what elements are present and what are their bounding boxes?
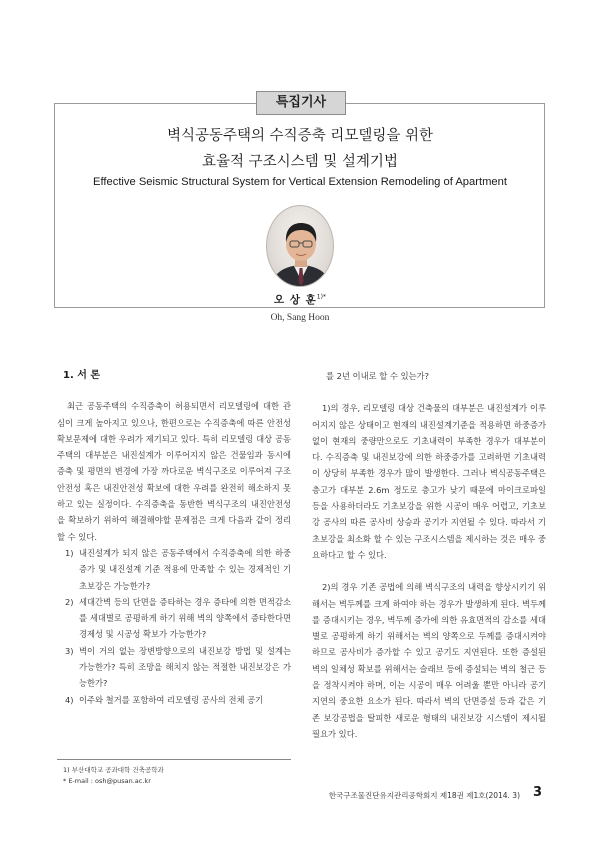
footnote-email: * E-mail : osh@pusan.ac.kr [63, 777, 151, 785]
author-name-english: Oh, Sang Hoon [270, 313, 330, 323]
page-number: 3 [533, 785, 543, 800]
intro-paragraph: 최근 공동주택의 수직증축이 허용되면서 리모델링에 대한 관심이 크게 높아지고 있으나, 한편으로는 수직증축에 따른 안전성 확보문제에 대한 우려가 제기되고 있다. 특히 리모델링 대상 공동주택의 대부분은 내진설계가 이루어지지 않은 건물임과 동시에 증축 및 평면의 변경에 가장 까다로운 벽식구조로 이루어져 구조안전성 혹은 내진안전성 확보에 대한 우려를 완전히 해소하지 못하고 있는 실정이다. 수직증축을 동반한 벽식구조의 내진안전성을 확보하기 위하여 해결해야할 문제점은 크게 다음과 같이 정리할 수 있다. [57, 401, 291, 542]
right-column [312, 368, 546, 742]
author-name-text: 오 상 훈 [274, 294, 317, 306]
list-item: 4) 이주와 철거를 포함하여 리모델링 공사의 전체 공기 [65, 694, 264, 705]
list-item: 3) 벽이 거의 없는 장변방향으로의 내진보강 방법 및 설계는 가능한가? 특히 조망을 해치지 않는 적절한 내진보강은 가능한가? [65, 645, 291, 689]
left-column [57, 368, 291, 708]
category-label: 특집기사 [256, 91, 346, 115]
list-item: 2) 세대간벽 등의 단면을 증타하는 경우 증타에 의한 면적감소를 세대별로 공평하게 하기 위해 벽의 양쪽에서 증타한다면 경제성 및 시공성 확보가 가능한가? [65, 596, 291, 640]
paragraph-2: 2)의 경우 기존 공법에 의해 벽식구조의 내력을 향상시키기 위해서는 벽두께를 크게 하여야 하는 경우가 발생하게 된다. 벽두께를 증대시키는 경우, 벽두께 증가에 의한 유효면적의 감소를 세대별로 공평하게 하기 위해서는 벽의 양쪽으로 두께를 증대시켜야 하므로 공사비가 증가할 수 있고 공기도 지연된다. 또한 증설된 벽의 일체성 확보를 위해서는 슬래브 등에 증설되는 벽의 철근 등을 정착시켜야 하며, 이는 시공이 매우 어려울 뿐만 아니라 공기지연의 중요한 요소가 된다. 따라서 벽의 단면증설 등과 같은 기존 보강공법을 탈피한 새로운 형태의 내진보강 시스템이 제시될 필요가 있다. [312, 582, 546, 739]
title-korean-line-2: 효율적 구조시스템 및 설계기법 [202, 154, 398, 170]
title-korean-line-1: 벽식공동주택의 수직증축 리모델링을 위한 [167, 128, 433, 144]
list-item: 1) 내진설계가 되지 않은 공동주택에서 수직증축에 의한 하중증가 및 내진설계 기준 적용에 만족할 수 있는 경제적인 기초보강은 가능한가? [65, 547, 291, 591]
footnote-divider [57, 759, 291, 760]
author-name-korean [0, 292, 600, 307]
author-portrait-icon [266, 205, 334, 287]
title-english: Effective Seismic Structural System for Vertical Extension Remodeling of Apartment [93, 176, 507, 188]
footnote-affiliation: 1) 부산대학교 공과대학 건축공학과 [63, 766, 164, 774]
continued-line: 를 2년 이내로 할 수 있는가? [326, 371, 430, 381]
issue-list [57, 545, 291, 708]
section-heading: 1. 서 론 [63, 370, 101, 381]
author-footnote-mark: 1)* [316, 293, 326, 301]
paragraph-1: 1)의 경우, 리모델링 대상 건축물의 대부분은 내진설계가 이루어지지 않은 상태이고 현재의 내진설계기준을 적용하면 하중증가 없이 현재의 중량만으로도 기초내력이 부족한 경우가 대부분이다. 수직증축 및 내진보강에 의한 하중증가를 고려하면 기초내력이 상당히 부족한 경우가 많이 발생한다. 그러나 벽식공동주택은 층고가 대부분 2.6m 정도로 층고가 낮기 때문에 마이크로파일 등을 사용하더라도 기초보강을 위한 시공이 매우 어렵고, 기초보강 공사의 따른 공사비 상승과 공기가 지연될 수 있다. 따라서 기초보강을 최소화 할 수 있는 구조시스템을 제시하는 것은 매우 중요하다고 할 수 있다. [312, 403, 546, 560]
journal-info: 한국구조물진단유지관리공학회지 제18권 제1호(2014. 3) [328, 791, 520, 800]
